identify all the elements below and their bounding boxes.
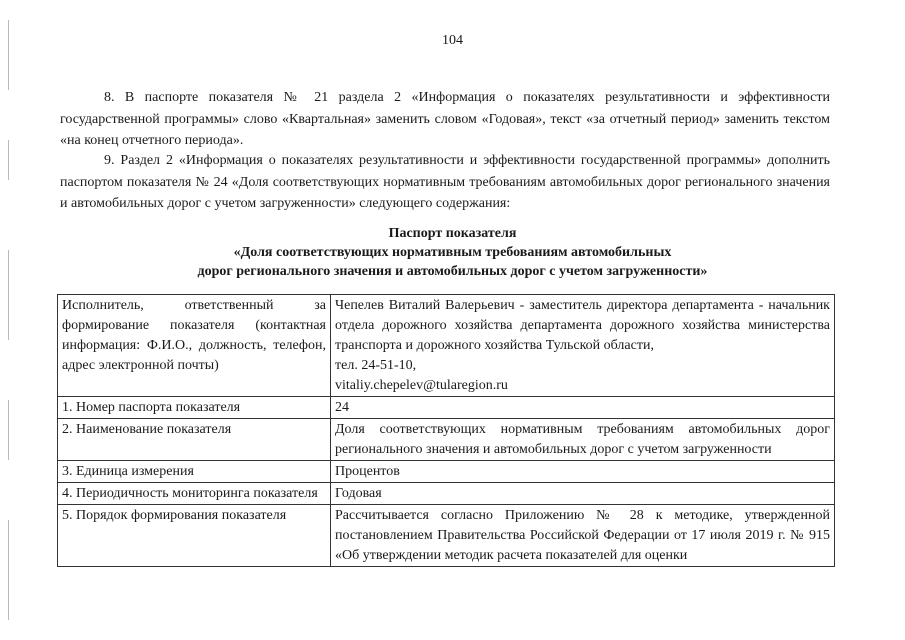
scan-margin-marks [8,20,10,620]
row-label: Исполнитель, ответственный за формирование показателя (контактная информация: Ф.И.О., должность, телефон, адрес электронной почты) [58,295,331,397]
row-value: Доля соответствующих нормативным требованиям автомобильных дорог регионального значения и автомобильных дорог с учетом загруженности [331,419,835,461]
passport-title-line: Паспорт показателя [388,226,517,241]
table-row [58,397,835,419]
table-row [58,419,835,461]
row-value: Рассчитывается согласно Приложению № 28 к методике, утвержденной постановлением Правительства Российской Федерации от 17 июля 2019 г. № 915 «Об утверждении методик расчета показателей для оценки [331,505,835,567]
row-label: 2. Наименование показателя [58,419,331,461]
row-label: 3. Единица измерения [58,461,331,483]
passport-table [57,294,835,567]
table-row [58,483,835,505]
table-row [58,295,835,397]
paragraph-8: 8. В паспорте показателя № 21 раздела 2 «Информация о показателях результативности и эффективности государственной программы» слово «Квартальная» заменить словом «Годовая», текст «за отчетный период» заменить текстом «на конец отчетного периода». [60,90,830,148]
row-label: 1. Номер паспорта показателя [58,397,331,419]
passport-title-line: «Доля соответствующих нормативным требованиям автомобильных [233,245,672,260]
row-label: 5. Порядок формирования показателя [58,505,331,567]
passport-title-line: дорог регионального значения и автомобильных дорог с учетом загруженности» [197,264,708,279]
row-value: Процентов [331,461,835,483]
row-value: 24 [331,397,835,419]
page-number: 104 [442,33,463,48]
value-line: тел. 24-51-10, [335,358,417,373]
passport-title [0,224,905,281]
table-row [58,505,835,567]
row-value: Годовая [331,483,835,505]
value-line: Чепелев Виталий Валерьевич - заместитель директора департамента - начальник отдела дорожного хозяйства департамента дорожного хозяйства министерства транспорта и дорожного хозяйства Тульской области, [335,298,830,353]
row-value [331,295,835,397]
table-row [58,461,835,483]
paragraph-9: 9. Раздел 2 «Информация о показателях результативности и эффективности государственной программы» дополнить паспортом показателя № 24 «Доля соответствующих нормативным требованиям автомобильных дорог регионального значения и автомобильных дорог с учетом загруженности» следующего содержания: [60,153,830,211]
row-label: 4. Периодичность мониторинга показателя [58,483,331,505]
email-text: vitaliy.chepelev@tularegion.ru [335,378,508,393]
